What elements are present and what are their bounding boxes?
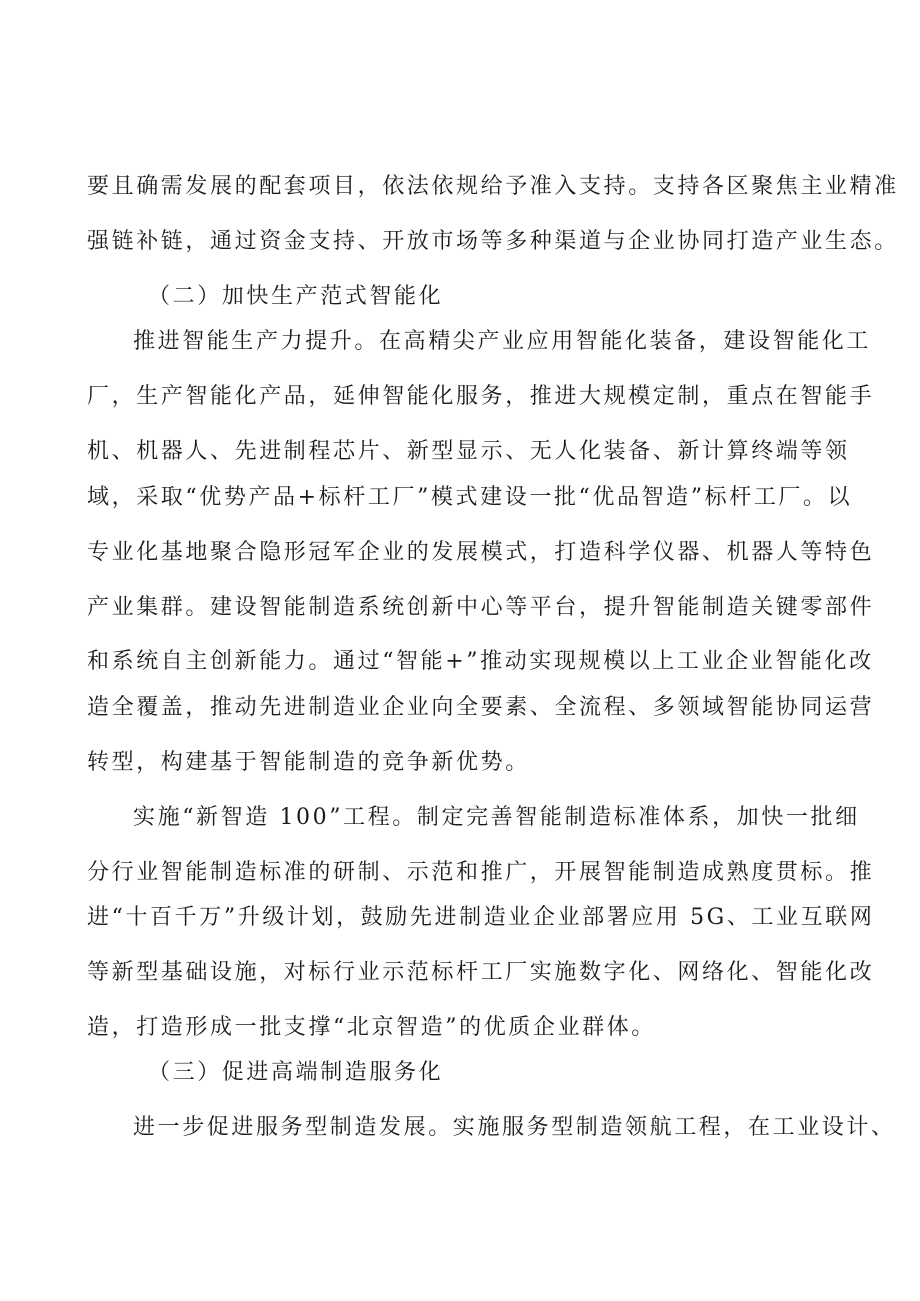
paragraph-line: 进一步促进服务型制造发展。实施服务型制造领航工程，在工业设计、 (133, 1115, 896, 1140)
paragraph-line: 厂，生产智能化产品，延伸智能化服务，推进大规模定制，重点在智能手 (87, 384, 875, 409)
paragraph-line: 推进智能生产力提升。在高精尖产业应用智能化装备，建设智能化工 (133, 329, 872, 354)
paragraph-line: 域，采取“优势产品+标杆工厂”模式建设一批“优品智造”标杆工厂。以 (87, 485, 853, 510)
paragraph-line: 进“十百千万”升级计划，鼓励先进制造业企业部署应用 5G、工业互联网 (87, 905, 875, 930)
paragraph-line: 造，打造形成一批支撑“北京智造”的优质企业群体。 (87, 1015, 656, 1040)
paragraph-line: 要且确需发展的配套项目，依法依规给予准入支持。支持各区聚焦主业精准 (87, 174, 899, 199)
paragraph-line: 等新型基础设施，对标行业示范标杆工厂实施数字化、网络化、智能化改 (87, 960, 875, 985)
paragraph-line: 专业化基地聚合隐形冠军企业的发展模式，打造科学仪器、机器人等特色 (87, 540, 875, 565)
paragraph-line: 转型，构建基于智能制造的竞争新优势。 (87, 750, 530, 775)
section-heading: （三）促进高端制造服务化 (148, 1060, 444, 1085)
paragraph-line: 造全覆盖，推动先进制造业企业向全要素、全流程、多领域智能协同运营 (87, 695, 875, 720)
paragraph-line: 机、机器人、先进制程芯片、新型显示、无人化装备、新计算终端等领 (87, 439, 850, 464)
paragraph-line: 强链补链，通过资金支持、开放市场等多种渠道与企业协同打造产业生态。 (87, 229, 899, 254)
section-heading: （二）加快生产范式智能化 (148, 284, 444, 309)
paragraph-line: 实施“新智造 100”工程。制定完善智能制造标准体系，加快一批细 (133, 805, 860, 830)
paragraph-line: 产业集群。建设智能制造系统创新中心等平台，提升智能制造关键零部件 (87, 595, 875, 620)
paragraph-line: 和系统自主创新能力。通过“智能+”推动实现规模以上工业企业智能化改 (87, 649, 874, 674)
paragraph-line: 分行业智能制造标准的研制、示范和推广，开展智能制造成熟度贯标。推 (87, 860, 875, 885)
